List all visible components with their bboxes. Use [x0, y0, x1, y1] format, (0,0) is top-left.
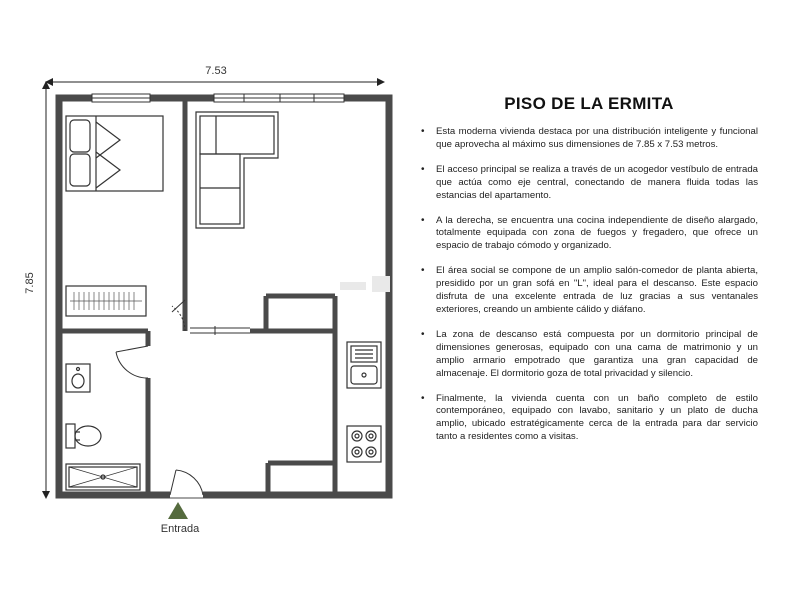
- entrance-door: [170, 470, 203, 495]
- double-bed: [66, 116, 163, 191]
- description-item: • La zona de descanso está compuesta por un dormitorio principal de dimensiones generosas, equipado con una cama de matrimonio y un amplio armario empotrado que garantiza una gran capacidad de almacenaje. El dormitorio goza de total privacidad y silencio.: [420, 329, 758, 381]
- windows: [92, 94, 344, 102]
- description-item: • El área social se compone de un amplio salón-comedor de planta abierta, presidido por un gran sofá en "L", ideal para el descanso. Este espacio disfruta de una excelente entrada de luz gracias a sus ventanales exteriores, creando un ambiente cálido y diáfano.: [420, 265, 758, 317]
- description-panel: [420, 94, 758, 456]
- bathroom-door: [116, 346, 148, 378]
- description-item: • Esta moderna vivienda destaca por una distribución inteligente y funcional que aprovecha al máximo sus dimensiones de 7.85 x 7.53 metros.: [420, 126, 758, 152]
- cooktop: [347, 426, 381, 462]
- description-item: • El acceso principal se realiza a través de un acogedor vestíbulo de entrada que actúa como eje central, conectando de manera fluida todas las estancias del apartamento.: [420, 164, 758, 203]
- width-dimension-label: 7.53: [205, 65, 227, 77]
- description-list: [420, 126, 758, 444]
- entrance-label: Entrada: [160, 523, 200, 535]
- washbasin: [66, 364, 90, 392]
- height-dimension-label: 7.85: [24, 272, 36, 294]
- page-title: PISO DE LA ERMITA: [504, 94, 674, 113]
- entrance-arrow-icon: [168, 502, 188, 519]
- living-sliding-door: [190, 326, 250, 335]
- toilet: [66, 424, 101, 448]
- watermark: [340, 276, 390, 292]
- l-shaped-sofa: [196, 112, 278, 228]
- shower-tray: [66, 464, 140, 490]
- kitchen-sink: [347, 342, 381, 388]
- description-item: • Finalmente, la vivienda cuenta con un baño completo de estilo contemporáneo, equipado con lavabo, sanitario y un plato de ducha amplio, ubicado estratégicamente cerca de la entrada para dar servicio tanto a residentes como a visitas.: [420, 393, 758, 445]
- wardrobe: [66, 286, 146, 316]
- description-item: • A la derecha, se encuentra una cocina independiente de diseño alargado, totalmente equipada con zona de fuegos y fregadero, que ofrece un espacio de trabajo cómodo y organizado.: [420, 215, 758, 254]
